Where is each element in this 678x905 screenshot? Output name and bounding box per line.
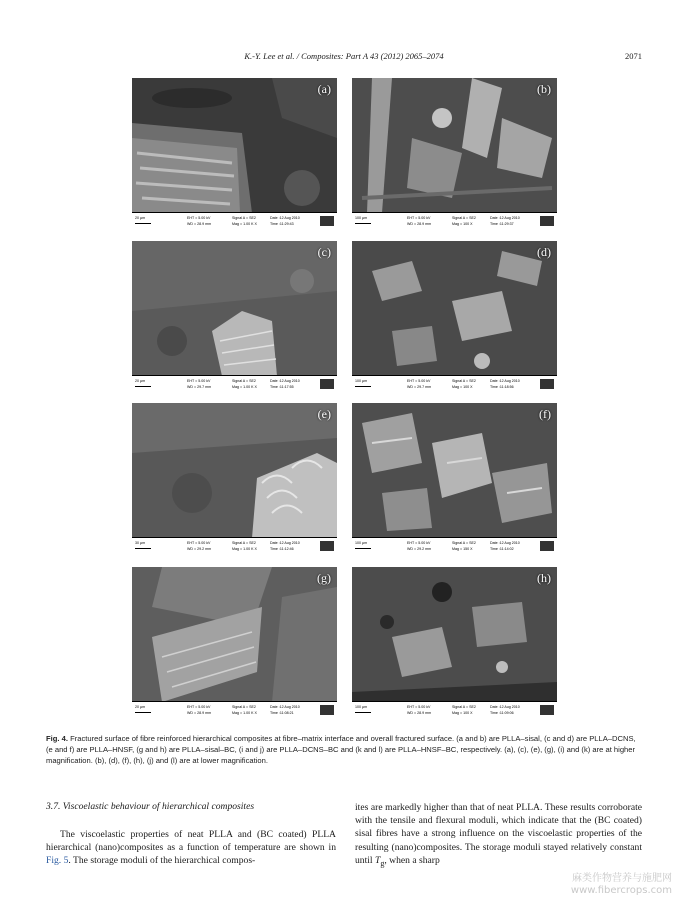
time-text: Time :11:29:43: [270, 222, 294, 226]
sem-image-c: [132, 241, 337, 376]
wd-text: WD = 28.9 mm: [407, 711, 432, 715]
time-text: Time :11:29:37: [490, 222, 514, 226]
sem-info-bar: [352, 537, 557, 555]
zeiss-logo-icon: [540, 541, 554, 551]
mag-text: Mag = 100 X: [452, 711, 473, 715]
text-run: The viscoelastic properties of neat PLLA and (BC coated) PLLA hierarchical (nano)composites as a function of temperature are shown in: [46, 829, 336, 854]
text-column-left: [46, 828, 336, 868]
eht-text: EHT = 5.00 kV: [187, 216, 211, 220]
wd-text: WD = 29.7 mm: [407, 385, 432, 389]
mag-text: Mag = 1.00 K X: [232, 711, 257, 715]
zeiss-logo-icon: [540, 379, 554, 389]
time-text: Time :11:14:02: [490, 547, 514, 551]
sem-panel-h: [352, 567, 557, 719]
time-text: Time :11:08:21: [270, 711, 294, 715]
scale-bar: [135, 712, 151, 713]
text-run: ites are markedly higher than that of neat PLLA. These results corroborate with the tensile and flexural moduli, which indicate that the (BC coated) sisal fibres have a strong influence on the viscoelastic properties of the resulting (nano)composites. The storage moduli stayed relatively constant until: [355, 802, 642, 866]
journal-citation: K.-Y. Lee et al. / Composites: Part A 43 (2012) 2065–2074: [244, 51, 444, 61]
figure-link[interactable]: Fig. 5: [46, 855, 69, 867]
section-heading: 3.7. Viscoelastic behaviour of hierarchical composites: [46, 801, 255, 812]
signal-text: Signal A = SE2: [232, 379, 256, 383]
eht-text: EHT = 5.00 kV: [407, 705, 431, 709]
sem-panel-c: [132, 241, 337, 393]
sem-panel-f: [352, 403, 557, 555]
signal-text: Signal A = SE2: [232, 705, 256, 709]
signal-text: Signal A = SE2: [232, 216, 256, 220]
zeiss-logo-icon: [320, 541, 334, 551]
wd-text: WD = 28.9 mm: [407, 222, 432, 226]
mag-text: Mag = 1.00 K X: [232, 222, 257, 226]
sem-image-a: [132, 78, 337, 213]
eht-text: EHT = 5.00 kV: [187, 379, 211, 383]
sem-info-bar: [132, 375, 337, 393]
panel-label: (b): [537, 82, 551, 96]
sem-image-e: [132, 403, 337, 538]
sem-image-f: [352, 403, 557, 538]
mag-text: Mag = 1.00 K X: [232, 385, 257, 389]
paragraph: [355, 801, 642, 870]
time-text: Time :11:17:55: [270, 385, 294, 389]
text-run: , when a sharp: [384, 854, 440, 866]
paragraph: [46, 828, 336, 868]
time-text: Time :11:18:56: [490, 385, 514, 389]
panel-label: (c): [317, 245, 331, 259]
panel-label: (f): [539, 407, 551, 421]
scale-bar: [355, 548, 371, 549]
caption-text: Fractured surface of fibre reinforced hierarchical composites at fibre–matrix interface and overall fractured surface. (a and b) are PLLA–sisal, (c and d) are PLLA–DCNS, (e and f) are PLLA–HNSF, (g and h) are PLLA–sisal–BC, (i and j) are PLLA–DCNS–BC and (k and l) are PLLA–HNSF–BC, respectively. (a), (c), (e), (g), (i) and (k) are at higher magnification. (b), (d), (f), (h), (j) and (l) are at lower magnification.: [46, 734, 636, 765]
scale-text: 30 µm: [135, 541, 146, 545]
sem-image-g: [132, 567, 337, 702]
eht-text: EHT = 5.00 kV: [407, 379, 431, 383]
panel-label: (a): [317, 82, 331, 96]
sem-panel-a: [132, 78, 337, 230]
date-text: Date :12 Aug 2010: [490, 541, 520, 545]
sem-image-b: [352, 78, 557, 213]
time-text: Time :11:12:46: [270, 547, 294, 551]
mag-text: Mag = 150 X: [452, 547, 473, 551]
scale-text: 100 µm: [355, 541, 368, 545]
scale-bar: [355, 386, 371, 387]
figure-caption: [46, 733, 642, 766]
date-text: Date :12 Aug 2010: [270, 379, 300, 383]
zeiss-logo-icon: [320, 379, 334, 389]
signal-text: Signal A = SE2: [452, 216, 476, 220]
wd-text: WD = 29.7 mm: [187, 385, 212, 389]
panel-label: (h): [537, 571, 551, 585]
scale-bar: [135, 548, 151, 549]
date-text: Date :12 Aug 2010: [490, 379, 520, 383]
sem-image-h: [352, 567, 557, 702]
wd-text: WD = 29.2 mm: [187, 547, 212, 551]
date-text: Date :12 Aug 2010: [490, 705, 520, 709]
page-number: 2071: [625, 51, 642, 61]
signal-text: Signal A = SE2: [452, 705, 476, 709]
text-column-right: [355, 801, 642, 870]
mag-text: Mag = 1.00 K X: [232, 547, 257, 551]
tg-subscript: g: [380, 858, 385, 868]
panel-label: (e): [317, 407, 331, 421]
date-text: Date :12 Aug 2010: [270, 541, 300, 545]
eht-text: EHT = 5.00 kV: [407, 541, 431, 545]
tg-symbol: T: [375, 854, 381, 866]
eht-text: EHT = 5.00 kV: [407, 216, 431, 220]
eht-text: EHT = 5.00 kV: [187, 705, 211, 709]
scale-text: 20 µm: [135, 216, 146, 220]
scale-text: 20 µm: [135, 705, 146, 709]
scale-bar: [355, 223, 371, 224]
sem-panel-d: [352, 241, 557, 393]
scale-text: 100 µm: [355, 705, 368, 709]
scale-bar: [135, 386, 151, 387]
sem-info-bar: [352, 375, 557, 393]
date-text: Date :12 Aug 2010: [270, 705, 300, 709]
zeiss-logo-icon: [540, 216, 554, 226]
scale-text: 100 µm: [355, 216, 368, 220]
panel-label: (d): [537, 245, 551, 259]
scale-text: 20 µm: [135, 379, 146, 383]
signal-text: Signal A = SE2: [232, 541, 256, 545]
sem-panel-e: [132, 403, 337, 555]
running-header: [46, 51, 642, 65]
caption-label: Fig. 4.: [46, 734, 68, 743]
scale-bar: [355, 712, 371, 713]
wd-text: WD = 28.9 mm: [187, 711, 212, 715]
watermark-line1: 麻类作物营养与施肥网: [572, 873, 672, 884]
mag-text: Mag = 100 X: [452, 222, 473, 226]
sem-info-bar: [352, 701, 557, 719]
figure-4: [132, 78, 557, 722]
sem-info-bar: [132, 701, 337, 719]
signal-text: Signal A = SE2: [452, 541, 476, 545]
zeiss-logo-icon: [320, 216, 334, 226]
sem-info-bar: [132, 212, 337, 230]
zeiss-logo-icon: [320, 705, 334, 715]
signal-text: Signal A = SE2: [452, 379, 476, 383]
date-text: Date :12 Aug 2010: [490, 216, 520, 220]
sem-panel-b: [352, 78, 557, 230]
time-text: Time :11:09:06: [490, 711, 514, 715]
zeiss-logo-icon: [540, 705, 554, 715]
wd-text: WD = 28.9 mm: [187, 222, 212, 226]
scale-bar: [135, 223, 151, 224]
sem-panel-g: [132, 567, 337, 719]
mag-text: Mag = 100 X: [452, 385, 473, 389]
sem-image-d: [352, 241, 557, 376]
watermark: [571, 873, 672, 897]
text-run: . The storage moduli of the hierarchical compos-: [68, 855, 256, 867]
sem-info-bar: [352, 212, 557, 230]
panel-label: (g): [317, 571, 331, 585]
sem-info-bar: [132, 537, 337, 555]
eht-text: EHT = 5.00 kV: [187, 541, 211, 545]
scale-text: 100 µm: [355, 379, 368, 383]
wd-text: WD = 29.2 mm: [407, 547, 432, 551]
watermark-line2: www.fibercrops.com: [570, 885, 672, 896]
date-text: Date :12 Aug 2010: [270, 216, 300, 220]
